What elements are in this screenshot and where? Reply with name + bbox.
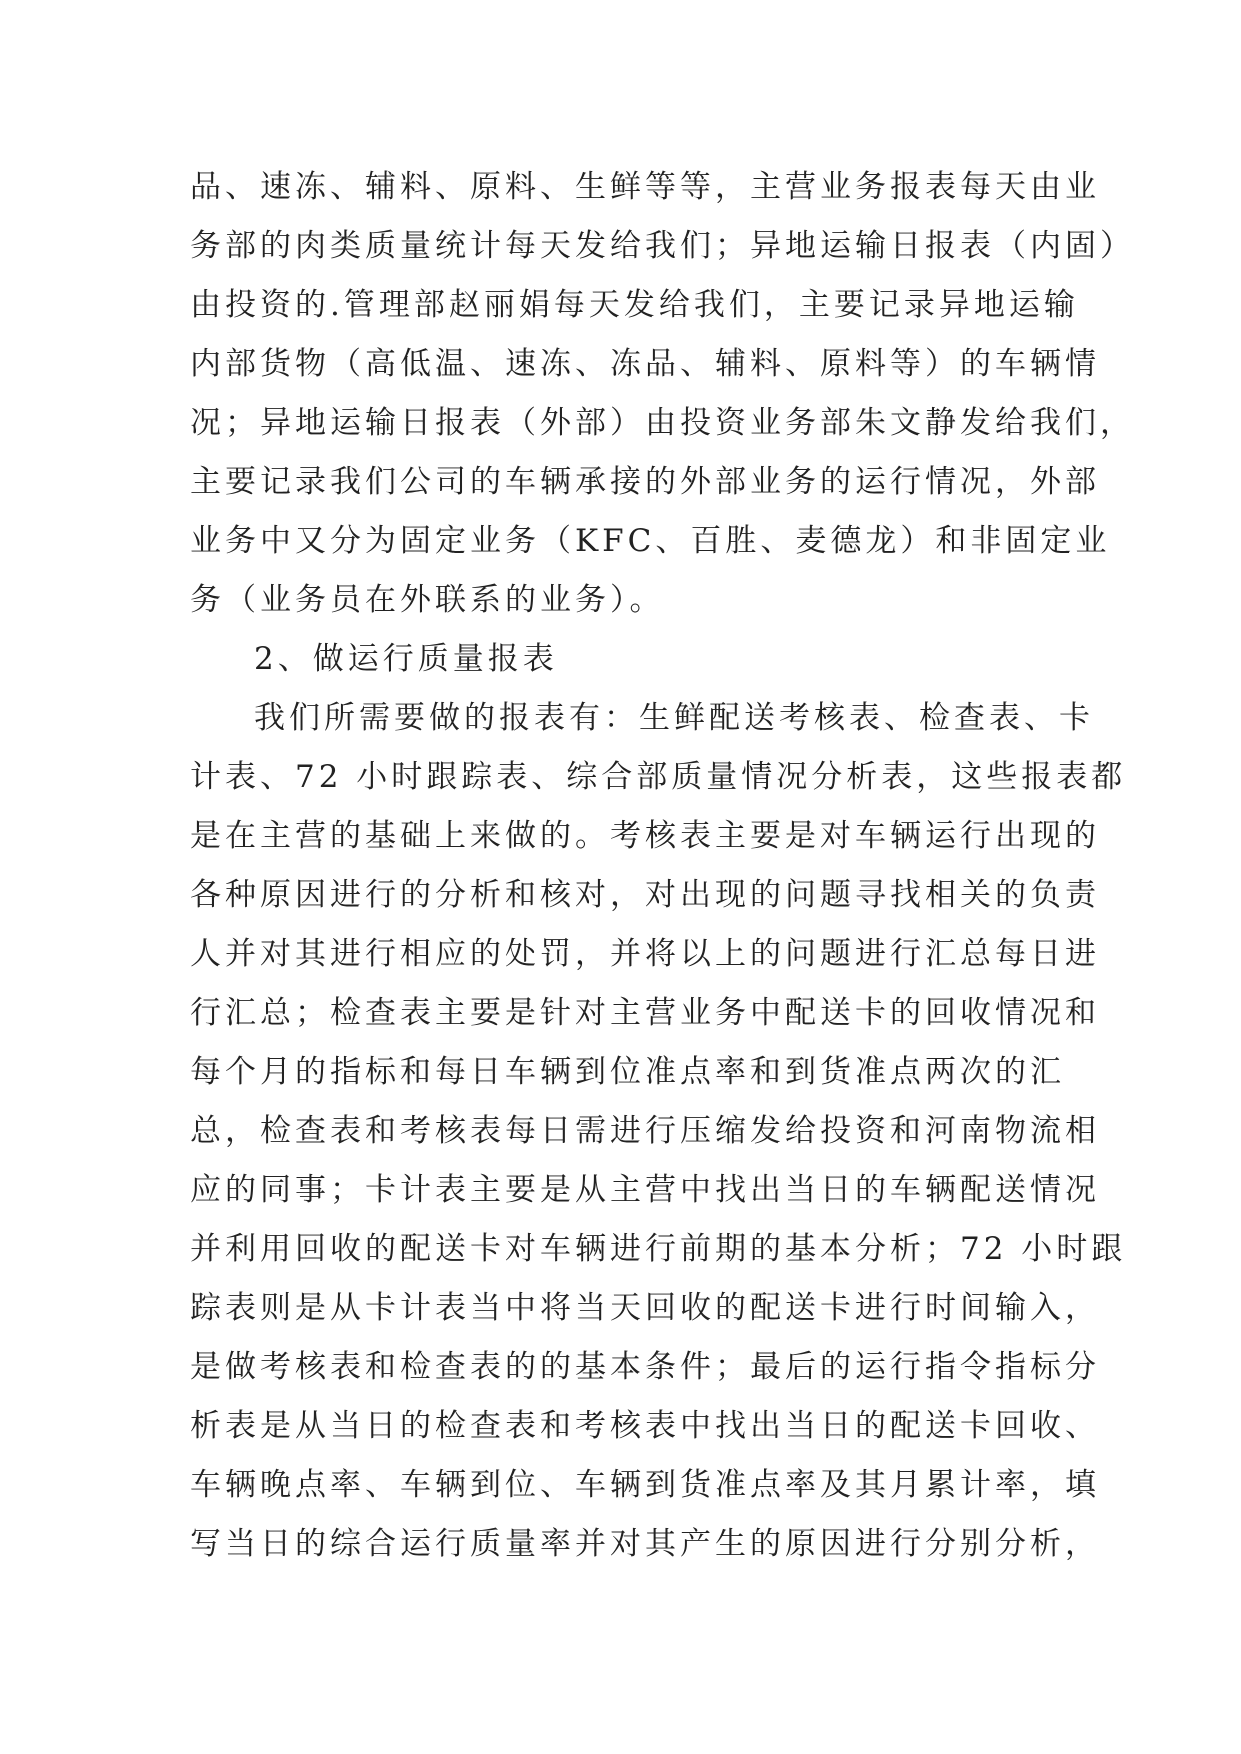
text-line: 并利用回收的配送卡对车辆进行前期的基本分析；72 小时跟 xyxy=(190,1231,1127,1267)
text-line: 应的同事；卡计表主要是从主营中找出当日的车辆配送情况 xyxy=(190,1172,1100,1208)
document-body xyxy=(190,158,1135,1574)
text-line: 务（业务员在外联系的业务）。 xyxy=(190,582,665,618)
text-line: 车辆晚点率、车辆到位、车辆到货准点率及其月累计率，填 xyxy=(190,1467,1100,1503)
text-line: 况；异地运输日报表（外部）由投资业务部朱文静发给我们， xyxy=(190,405,1135,441)
text-line: 总，检查表和考核表每日需进行压缩发给投资和河南物流相 xyxy=(190,1113,1100,1149)
text-line: 踪表则是从卡计表当中将当天回收的配送卡进行时间输入， xyxy=(190,1290,1100,1326)
text-line: 我们所需要做的报表有：生鲜配送考核表、检查表、卡 xyxy=(254,700,1094,736)
text-line: 由投资的.管理部赵丽娟每天发给我们，主要记录异地运输 xyxy=(190,287,1079,323)
text-line: 业务中又分为固定业务（KFC、百胜、麦德龙）和非固定业 xyxy=(190,523,1111,559)
text-line: 各种原因进行的分析和核对，对出现的问题寻找相关的负责 xyxy=(190,877,1100,913)
text-line: 析表是从当日的检查表和考核表中找出当日的配送卡回收、 xyxy=(190,1408,1100,1444)
text-line: 人并对其进行相应的处罚，并将以上的问题进行汇总每日进 xyxy=(190,936,1100,972)
text-line: 计表、72 小时跟踪表、综合部质量情况分析表，这些报表都 xyxy=(190,759,1127,795)
section-heading: 2、做运行质量报表 xyxy=(254,641,558,677)
text-line: 品、速冻、辅料、原料、生鲜等等，主营业务报表每天由业 xyxy=(190,169,1100,205)
text-line: 是做考核表和检查表的的基本条件；最后的运行指令指标分 xyxy=(190,1349,1100,1385)
text-line: 务部的肉类质量统计每天发给我们；异地运输日报表（内固） xyxy=(190,228,1135,264)
text-line: 是在主营的基础上来做的。考核表主要是对车辆运行出现的 xyxy=(190,818,1100,854)
text-line: 每个月的指标和每日车辆到位准点率和到货准点两次的汇 xyxy=(190,1054,1065,1090)
text-line: 写当日的综合运行质量率并对其产生的原因进行分别分析， xyxy=(190,1526,1100,1562)
text-line: 内部货物（高低温、速冻、冻品、辅料、原料等）的车辆情 xyxy=(190,346,1100,382)
text-line: 主要记录我们公司的车辆承接的外部业务的运行情况，外部 xyxy=(190,464,1100,500)
text-line: 行汇总；检查表主要是针对主营业务中配送卡的回收情况和 xyxy=(190,995,1100,1031)
